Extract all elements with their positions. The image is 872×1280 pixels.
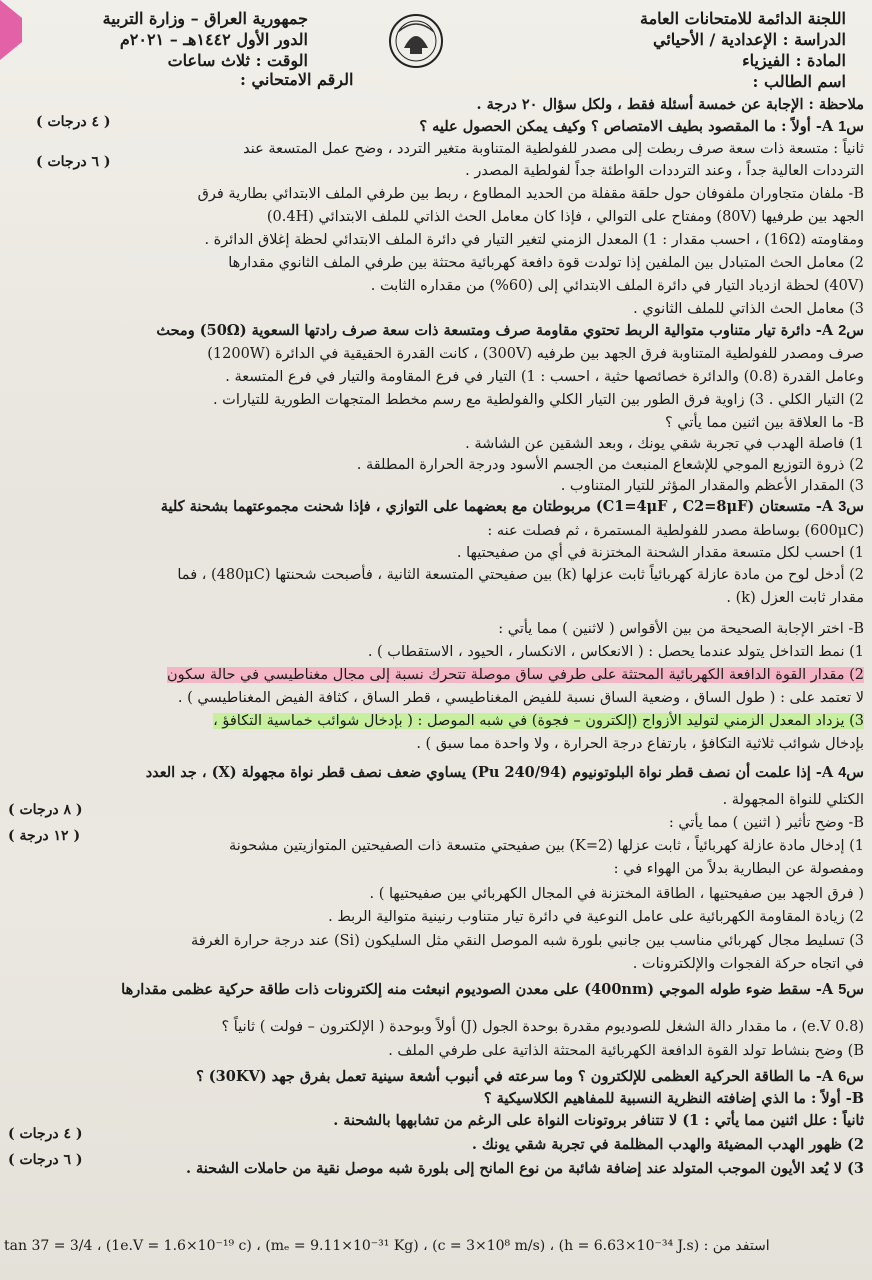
question-line [8, 389, 864, 411]
mark-q4b: ( ١٢ درجة ) [8, 828, 81, 844]
question-text: 1) إدخال مادة عازلة كهربائياً ، ثابت عزلها (K=2) بين صفيحتي متسعة ذات الصفيحتين المتوازيتين مشحونة [229, 838, 864, 854]
question-line [8, 979, 864, 1001]
question-number: س4 [838, 765, 864, 781]
header-student-name: اسم الطالب : [752, 72, 846, 91]
question-text: 2) زيادة المقاومة الكهربائية على عامل النوعية في دائرة تيار متناوب رنينية متوالية الربط . [328, 909, 864, 925]
question-text: A- إذا علمت أن نصف قطر نواة البلوتونيوم (240/94 Pu) يساوي ضعف نصف قطر نواة مجهولة (X) ، جد العدد [145, 764, 834, 781]
question-text: A- دائرة تيار متناوب متوالية الربط تحتوي مقاومة صرف ومتسعة ذات سعة صرف رادتها السعوية (50Ω) ومحث [156, 322, 834, 339]
question-line [8, 564, 864, 586]
page-tab-marker [0, 0, 22, 60]
question-line [8, 618, 864, 640]
question-line [8, 835, 864, 857]
question-number: س2 [838, 323, 864, 339]
question-line [8, 366, 864, 388]
question-line [8, 1158, 864, 1180]
mark-q6b2: ( ٦ درجات ) [8, 1152, 83, 1168]
question-text: 2) ذروة التوزيع الموجي للإشعاع المنبعث من الجسم الأسود ودرجة الحرارة المطلقة . [356, 457, 864, 473]
header-study: الدراسة : الإعدادية / الأحيائي [653, 30, 846, 49]
question-text: 2) معامل الحث المتبادل بين الملفين إذا تولدت قوة دافعة كهربائية محتثة بين طرفي الملف الثانوي مقدارها [228, 255, 864, 271]
question-text: 1) نمط التداخل يتولد عندما يحصل : ( الانعكاس ، الانكسار ، الحيود ، الاستقطاب ) . [367, 644, 864, 660]
question-text: ثانياً : متسعة ذات سعة صرف ربطت إلى مصدر للفولطية المتناوبة متغير التردد ، وضح عمل المتسعة عند [243, 141, 864, 157]
header-left [58, 8, 308, 71]
question-line [8, 858, 864, 880]
question-number: س1 [838, 119, 864, 135]
question-line [8, 812, 864, 834]
question-text: 3) معامل الحث الذاتي للملف الثانوي . [633, 301, 864, 317]
question-text: في اتجاه حركة الفجوات والإلكترونات . [632, 956, 864, 972]
question-text: B- ملفان متجاوران ملفوفان حول حلقة مقفلة من الحديد المطاوع ، ربط بين طرفي الملف الابتدائي بطارية فرق [197, 186, 864, 202]
header-country: جمهورية العراق – وزارة التربية [102, 9, 308, 28]
question-line [8, 1110, 864, 1132]
question-text: (0.8 e.V) ، ما مقدار دالة الشغل للصوديوم مقدرة بوحدة الجول (J) أولاً وبوحدة ( الإلكترون – فولت ) ثانياً ؟ [221, 1019, 864, 1035]
question-text: الجهد بين طرفيها (80V) ومفتاح على التوالي ، فإذا كان معامل الحث الذاتي للملف الابتدائي (0.4H) [266, 209, 864, 225]
question-line [8, 412, 864, 434]
question-text: 2) ظهور الهدب المضيئة والهدب المظلمة في تجربة شقي يونك . [471, 1136, 864, 1153]
header-time: الوقت : ثلاث ساعات [167, 51, 308, 70]
mark-q1a2: ( ٦ درجات ) [36, 154, 111, 170]
question-line [8, 664, 864, 686]
question-line [8, 1040, 864, 1062]
question-text: ( فرق الجهد بين صفيحتيها ، الطاقة المختزنة في المجال الكهربائي بين صفيحتيها ) . [369, 886, 864, 902]
question-line [8, 906, 864, 928]
constants-footer: tan 37 = 3/4 ، (1e.V = 1.6×10⁻¹⁹ c) ، (mₑ = 9.11×10⁻³¹ Kg) ، (c = 3×10⁸ m/s) ، (h = 6.63×10⁻³⁴ J.s) : استفد من [4, 1238, 770, 1254]
question-line [8, 116, 864, 138]
ministry-emblem-icon [386, 12, 446, 70]
question-text: بإدخال شوائب ثلاثية التكافؤ ، بارتفاع درجة الحرارة ، ولا واحدة مما سبق ) . [416, 736, 864, 752]
question-text: 3) لا يُعد الأيون الموجب المتولد عند إضافة شائبة من نوع المانح إلى بلورة شبه موصل نقية من حاملات الشحنة . [185, 1160, 864, 1177]
question-text: 1) احسب لكل متسعة مقدار الشحنة المختزنة في أي من صفيحتيها . [456, 545, 864, 561]
question-line [8, 687, 864, 709]
question-line [8, 320, 864, 342]
question-text: 2) التيار الكلي . 3) زاوية فرق الطور بين التيار الكلي والفولطية مع رسم مخطط المتجهات الطورية للتيارات . [212, 392, 864, 408]
question-line [8, 206, 864, 228]
question-line [8, 229, 864, 251]
question-line [8, 275, 864, 297]
question-line [8, 520, 864, 542]
note-line: ملاحظة : الإجابة عن خمسة أسئلة فقط ، ولكل سؤال ٢٠ درجة . [476, 96, 864, 113]
question-line [8, 641, 864, 663]
question-line [8, 930, 864, 952]
question-text: الكتلي للنواة المجهولة . [722, 792, 864, 808]
question-text: مقدار ثابت العزل (k) . [726, 590, 864, 606]
question-text: B- ما العلاقة بين اثنين مما يأتي ؟ [665, 415, 864, 431]
question-text: B- أولاً : ما الذي إضافته النظرية النسبية للمفاهيم الكلاسيكية ؟ [483, 1090, 864, 1107]
question-line [8, 587, 864, 609]
question-text: 2) مقدار القوة الدافعة الكهربائية المحتثة على طرفي ساق موصلة تتحرك نسبة إلى مجال مغناطيسي في حالة سكون [166, 667, 864, 683]
question-number: س5 [838, 982, 864, 998]
question-text: 3) يزداد المعدل الزمني لتوليد الأزواج (إلكترون – فجوة) في شبه الموصل : ( بإدخال شوائب خماسية التكافؤ ، [213, 713, 864, 729]
question-number: س6 [838, 1069, 864, 1085]
header-subject: المادة : الفيزياء [742, 51, 846, 70]
question-line [8, 1066, 864, 1088]
question-line [8, 343, 864, 365]
question-text: A- سقط ضوء طوله الموجي (400nm) على معدن الصوديوم انبعثت منه إلكترونات ذات طاقة حركية عظمى مقدارها [121, 981, 834, 998]
question-text: A- ما الطاقة الحركية العظمى للإلكترون ؟ وما سرعته في أنبوب أشعة سينية تعمل بفرق جهد (30KV) ؟ [196, 1068, 834, 1085]
question-number: س3 [838, 499, 864, 515]
mark-q6b1: ( ٤ درجات ) [8, 1126, 83, 1142]
question-text: ومفصولة عن البطارية بدلاً من الهواء في : [613, 861, 864, 877]
question-text: وعامل القدرة (0.8) والدائرة خصائصها حثية ، احسب : 1) التيار في فرع المقاومة والتيار في فرع المتسعة . [225, 369, 864, 385]
question-text: B) وضح بنشاط تولد القوة الدافعة الكهربائية المحتثة الذاتية على طرفي الملف . [388, 1043, 864, 1059]
question-line [8, 160, 864, 182]
question-line [8, 475, 864, 497]
question-text: (600μC) بوساطة مصدر للفولطية المستمرة ، ثم فصلت عنه : [487, 523, 864, 539]
question-line [8, 496, 864, 518]
exam-number-label: الرقم الامتحاني : [240, 70, 354, 89]
question-line [8, 252, 864, 274]
question-line [8, 733, 864, 755]
question-text: صرف ومصدر للفولطية المتناوبة فرق الجهد بين طرفيه (300V) ، كانت القدرة الحقيقية في الدائرة (1200W) [207, 346, 864, 362]
question-text: 3) تسليط مجال كهربائي مناسب بين جانبي بلورة شبه الموصل النقي مثل السليكون (Si) عند درجة حرارة الغرفة [190, 933, 864, 949]
question-line [8, 298, 864, 320]
header-committee: اللجنة الدائمة للامتحانات العامة [640, 9, 846, 28]
question-line [8, 710, 864, 732]
question-text: لا تعتمد على : ( طول الساق ، وضعية الساق نسبة للفيض المغناطيسي ، قطر الساق ، كثافة الفيض المغناطيسي ) . [177, 690, 864, 706]
question-text: ثانياً : علل اثنين مما يأتي : 1) لا تتنافر بروتونات النواة على الرغم من تشابهها بالشحنة . [333, 1112, 864, 1129]
mark-q4a: ( ٨ درجات ) [8, 802, 83, 818]
question-text: B- اختر الإجابة الصحيحة من بين الأقواس ( لاثنين ) مما يأتي : [498, 621, 864, 637]
question-text: A- أولاً : ما المقصود بطيف الامتصاص ؟ وكيف يمكن الحصول عليه ؟ [419, 118, 834, 135]
question-text: 3) المقدار الأعظم والمقدار المؤثر للتيار المتناوب . [560, 478, 864, 494]
question-line [8, 1088, 864, 1110]
question-line [8, 1134, 864, 1156]
question-text: B- وضح تأثير ( اثنين ) مما يأتي : [668, 815, 864, 831]
question-text: 1) فاصلة الهدب في تجربة شقي يونك ، وبعد الشقين عن الشاشة . [465, 436, 864, 452]
header-right [546, 8, 846, 92]
question-line [8, 953, 864, 975]
question-text: الترددات العالية جداً ، وعند الترددات الواطئة جداً لفولطية المصدر . [465, 163, 864, 179]
question-line [8, 542, 864, 564]
question-text: A- متسعتان (C1=4μF , C2=8μF) مربوطتان مع بعضهما على التوازي ، فإذا شحنت مجموعتهما بشحنة كلية [160, 498, 834, 515]
question-line [8, 138, 864, 160]
question-text: ومقاومته (16Ω) ، احسب مقدار : 1) المعدل الزمني لتغير التيار في دائرة الملف الابتدائي لحظة إغلاق الدائرة . [204, 232, 864, 248]
header-session: الدور الأول ١٤٤٢هـ – ٢٠٢١م [119, 30, 308, 49]
question-line [8, 789, 864, 811]
mark-q1a: ( ٤ درجات ) [36, 114, 111, 130]
question-line [8, 762, 864, 784]
question-line [8, 1016, 864, 1038]
question-text: 2) أدخل لوح من مادة عازلة كهربائياً ثابت عزلها (k) بين صفيحتي المتسعة الثانية ، فأصبحت شحنتها (480μC) ، فما [177, 567, 864, 583]
question-line [8, 183, 864, 205]
question-line [8, 454, 864, 476]
question-text: (40V) لحظة ازدياد التيار في دائرة الملف الابتدائي إلى (60%) من مقداره الثابت . [370, 278, 864, 294]
question-line [8, 883, 864, 905]
question-line [8, 433, 864, 455]
